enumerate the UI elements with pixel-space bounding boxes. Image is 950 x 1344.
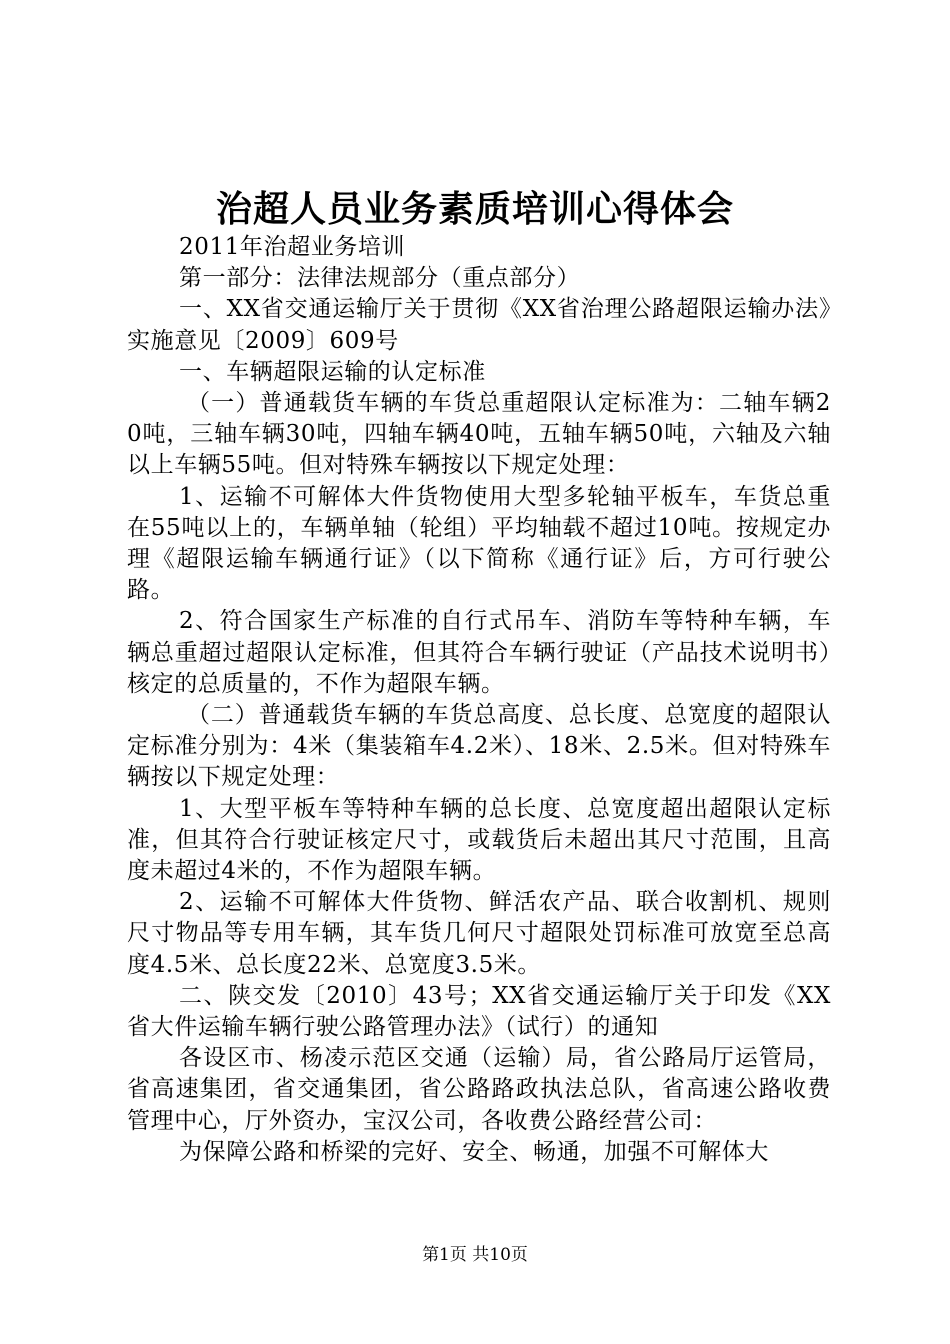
paragraph-weight-rule-1: 1、运输不可解体大件货物使用大型多轮轴平板车，车货总重在55吨以上的，车辆单轴（轮组）平均轴载不超过10吨。按规定办理《超限运输车辆通行证》（以下简称《通行证》后，方可行驶公路。 [127, 483, 831, 604]
paragraph-training-heading: 2011年治超业务培训 [179, 234, 406, 260]
paragraph-weight-rule-2: 2、符合国家生产标准的自行式吊车、消防车等特种车辆，车辆总重超过超限认定标准，但其符合车辆行驶证（产品技术说明书）核定的总质量的，不作为超限车辆。 [127, 608, 831, 697]
page-footer: 第1页 共10页 [422, 1245, 528, 1265]
paragraph-implementation-opinion: 一、XX省交通运输厅关于贯彻《XX省治理公路超限运输办法》实施意见〔2009〕609号 [127, 296, 831, 354]
paragraph-recipients: 各设区市、杨凌示范区交通（运输）局，省公路局厅运管局，省高速集团，省交通集团，省公路路政执法总队，省高速公路收费管理中心，厅外资办，宝汉公司，各收费公路经营公司： [127, 1045, 831, 1134]
paragraph-purpose: 为保障公路和桥梁的完好、安全、畅通，加强不可解体大 [179, 1138, 769, 1165]
paragraph-section-two-heading: 二、陕交发〔2010〕43号；XX省交通运输厅关于印发《XX省大件运输车辆行驶公路管理办法》（试行）的通知 [127, 982, 831, 1041]
paragraph-section-one-heading: 一、车辆超限运输的认定标准 [179, 358, 486, 385]
paragraph-part-one-heading: 第一部分：法律法规部分（重点部分） [179, 265, 581, 292]
paragraph-dimension-rule-1: 1、大型平板车等特种车辆的总长度、总宽度超出超限认定标准，但其符合行驶证核定尺寸，或载货后未超出其尺寸范围，且高度未超过4米的，不作为超限车辆。 [127, 795, 831, 885]
paragraph-dimension-standard: （二）普通载货车辆的车货总高度、总长度、总宽度的超限认定标准分别为：4米（集装箱车4.2米）、18米、2.5米。但对特殊车辆按以下规定处理： [127, 702, 831, 791]
paragraph-dimension-rule-2: 2、运输不可解体大件货物、鲜活农产品、联合收割机、规则尺寸物品等专用车辆，其车货几何尺寸超限处罚标准可放宽至总高度4.5米、总长度22米、总宽度3.5米。 [127, 889, 831, 978]
paragraph-weight-standard: （一）普通载货车辆的车货总重超限认定标准为：二轴车辆20吨，三轴车辆30吨，四轴车辆40吨，五轴车辆50吨，六轴及六轴以上车辆55吨。但对特殊车辆按以下规定处理： [127, 390, 831, 479]
document-title: 治超人员业务素质培训心得体会 [215, 188, 734, 230]
document-body [127, 232, 831, 1168]
